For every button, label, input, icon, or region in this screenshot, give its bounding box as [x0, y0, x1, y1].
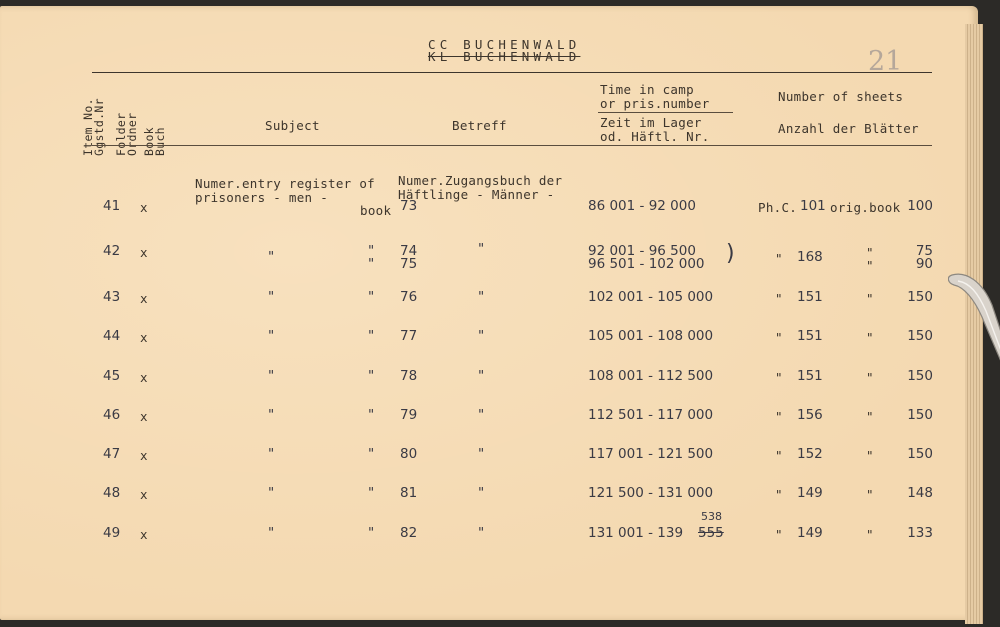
table-row: [0, 485, 978, 519]
betreff-text: Numer.Zugangsbuch der Häftlinge - Männer -: [398, 173, 563, 202]
prisoner-number-range-cell: 131 001 - 139: [588, 525, 684, 541]
orig-book-ditto-cell: ": [866, 527, 874, 542]
photocopy-sheets-cell: 168: [797, 249, 823, 265]
subject-ditto-cell: ": [268, 407, 275, 423]
orig-book-ditto-cell: ": [866, 370, 874, 385]
photocopy-ditto-cell: ": [775, 251, 783, 266]
betreff-ditto-cell: ": [478, 407, 485, 423]
orig-book-ditto-cell: ": [866, 409, 874, 424]
photocopy-ditto-cell: ": [775, 527, 783, 542]
table-row: [0, 368, 978, 402]
subject-ditto-cell: ": [268, 446, 275, 462]
orig-book-sheets-cell: 100: [907, 198, 933, 214]
item-cell: 44: [103, 328, 121, 344]
item-cell: 47: [103, 446, 121, 462]
book-number-cell: 80: [400, 446, 418, 462]
photocopy-ditto-cell: ": [775, 448, 783, 463]
header-sheets-en: Number of sheets: [778, 89, 904, 104]
orig-book-sheets-cell: 150: [907, 368, 933, 384]
item-cell: 49: [103, 525, 121, 541]
prisoner-number-range-cell: 92 001 - 96 500: [588, 243, 696, 259]
book-number-cell: 77: [400, 328, 418, 344]
book-number-cell: 81: [400, 485, 418, 501]
correction-number: 538: [701, 510, 722, 523]
photocopy-ditto-cell: Ph.C.: [758, 200, 798, 215]
photocopy-sheets-cell: 156: [797, 407, 823, 423]
item-cell: 42: [103, 243, 121, 259]
orig-book-ditto-cell: ": [866, 330, 874, 345]
subject-book-ditto-cell: ": [368, 328, 375, 344]
item-cell: 46: [103, 407, 121, 423]
subject-ditto-cell: ": [268, 328, 275, 344]
struck-number: 555: [698, 525, 724, 541]
photocopy-sheets-cell: 149: [797, 485, 823, 501]
subject-ditto-cell: ": [268, 485, 275, 501]
betreff-ditto-cell: ": [478, 485, 485, 501]
prisoner-number-range-cell: 86 001 - 92 000: [588, 198, 696, 214]
table-row: [0, 289, 978, 323]
orig-book-sheets-cell: 133: [907, 525, 933, 541]
photocopy-ditto-cell: ": [775, 487, 783, 502]
subject-text: Numer.entry register of prisoners - men -: [195, 176, 375, 205]
photocopy-ditto-cell: ": [775, 291, 783, 306]
header-rule: [92, 145, 932, 146]
orig-book-sheets-cell: 150: [907, 446, 933, 462]
prisoner-number-range-cell: 112 501 - 117 000: [588, 407, 714, 423]
orig-book-sheets-cell: 148: [907, 485, 933, 501]
subject-ditto-cell: ": [268, 249, 275, 265]
title-line-2: KL BUCHENWALD: [428, 49, 581, 64]
subject-book-ditto-cell: ": [368, 368, 375, 384]
book-number-cell: 76: [400, 289, 418, 305]
paper-clip: [948, 271, 1000, 381]
item-cell: 43: [103, 289, 121, 305]
photocopy-sheets-cell: 101: [800, 198, 826, 214]
folder-cell: x: [140, 409, 148, 424]
prisoner-number-range-cell: 117 001 - 121 500: [588, 446, 714, 462]
item-cell: 45: [103, 368, 121, 384]
subject-book-ditto-cell: ": [368, 289, 375, 305]
orig-book-ditto-cell-2: ": [866, 258, 874, 273]
table-row: [0, 510, 978, 559]
orig-book-sheets-cell-2: 90: [915, 256, 933, 272]
book-number-cell-2: 75: [400, 256, 418, 272]
subject-ditto-cell: ": [268, 368, 275, 384]
prisoner-number-range-cell: 102 001 - 105 000: [588, 289, 714, 305]
item-cell: 48: [103, 485, 121, 501]
orig-book-ditto-cell: orig.book: [830, 200, 901, 215]
book-number-cell: 82: [400, 525, 418, 541]
orig-book-sheets-cell: 150: [907, 407, 933, 423]
folder-cell: x: [140, 487, 148, 502]
ledger-page: [0, 6, 978, 620]
range-bracket: ): [726, 241, 735, 266]
header-book: Book Buch: [142, 127, 167, 156]
subject-ditto-cell: ": [268, 525, 275, 541]
prisoner-number-range-cell-2: 96 501 - 102 000: [588, 256, 705, 272]
folder-cell: x: [140, 370, 148, 385]
betreff-ditto-cell: ": [478, 289, 485, 305]
subject-ditto-cell: ": [268, 289, 275, 305]
time-header-divider: [598, 112, 733, 113]
table-row: [0, 328, 978, 362]
header-betreff: Betreff: [452, 118, 507, 133]
folder-cell: x: [140, 448, 148, 463]
subject-book-ditto-cell: ": [368, 446, 375, 462]
folder-cell: x: [140, 200, 148, 215]
photocopy-ditto-cell: ": [775, 409, 783, 424]
photocopy-sheets-cell: 149: [797, 525, 823, 541]
betreff-ditto-cell: ": [478, 525, 485, 541]
betreff-ditto-cell: ": [478, 328, 485, 344]
orig-book-sheets-cell: 150: [907, 328, 933, 344]
subject-book-ditto-cell: ": [368, 525, 375, 541]
betreff-ditto-cell: ": [478, 368, 485, 384]
book-number-cell: 79: [400, 407, 418, 423]
top-rule: [92, 72, 932, 73]
book-number-cell: 78: [400, 368, 418, 384]
document-title: [428, 39, 580, 63]
page-number: 21: [868, 46, 903, 77]
header-item-no: Item No. Ggstd.Nr: [81, 98, 106, 156]
prisoner-number-range-cell: 121 500 - 131 000: [588, 485, 714, 501]
header-sheets-de: Anzahl der Blätter: [778, 121, 919, 136]
prisoner-number-range-cell: 105 001 - 108 000: [588, 328, 714, 344]
subject-book-ditto-cell: ": [368, 243, 375, 259]
book-label: book: [360, 203, 392, 218]
orig-book-ditto-cell: ": [866, 291, 874, 306]
betreff-ditto-cell: ": [478, 446, 485, 462]
table-row: [0, 407, 978, 441]
photocopy-ditto-cell: ": [775, 330, 783, 345]
betreff-ditto-cell: ": [478, 241, 485, 257]
folder-cell: x: [140, 291, 148, 306]
photocopy-sheets-cell: 151: [797, 328, 823, 344]
photocopy-sheets-cell: 151: [797, 289, 823, 305]
orig-book-ditto-cell: ": [866, 448, 874, 463]
prisoner-number-range-cell: 108 001 - 112 500: [588, 368, 714, 384]
orig-book-ditto-cell: ": [866, 245, 874, 260]
orig-book-ditto-cell: ": [866, 487, 874, 502]
subject-book-ditto-cell-2: ": [368, 256, 375, 272]
book-number-cell: 73: [400, 198, 418, 214]
orig-book-sheets-cell: 150: [907, 289, 933, 305]
folder-cell: x: [140, 527, 148, 542]
subject-book-ditto-cell: ": [368, 485, 375, 501]
table-row: [0, 198, 978, 232]
photocopy-sheets-cell: 151: [797, 368, 823, 384]
header-subject: Subject: [265, 118, 320, 133]
folder-cell: x: [140, 330, 148, 345]
item-cell: 41: [103, 198, 121, 214]
orig-book-sheets-cell: 75: [915, 243, 933, 259]
subject-book-ditto-cell: ": [368, 407, 375, 423]
folder-cell: x: [140, 245, 148, 260]
header-time-en: Time in camp or pris.number: [600, 82, 710, 111]
header-folder: Folder Ordner: [114, 112, 139, 156]
photocopy-sheets-cell: 152: [797, 446, 823, 462]
title-line-1: CC BUCHENWALD: [428, 37, 581, 52]
book-number-cell: 74: [400, 243, 418, 259]
table-row: [0, 243, 978, 277]
photocopy-ditto-cell: ": [775, 370, 783, 385]
header-time-de: Zeit im Lager od. Häftl. Nr.: [600, 115, 710, 144]
table-row: [0, 446, 978, 480]
